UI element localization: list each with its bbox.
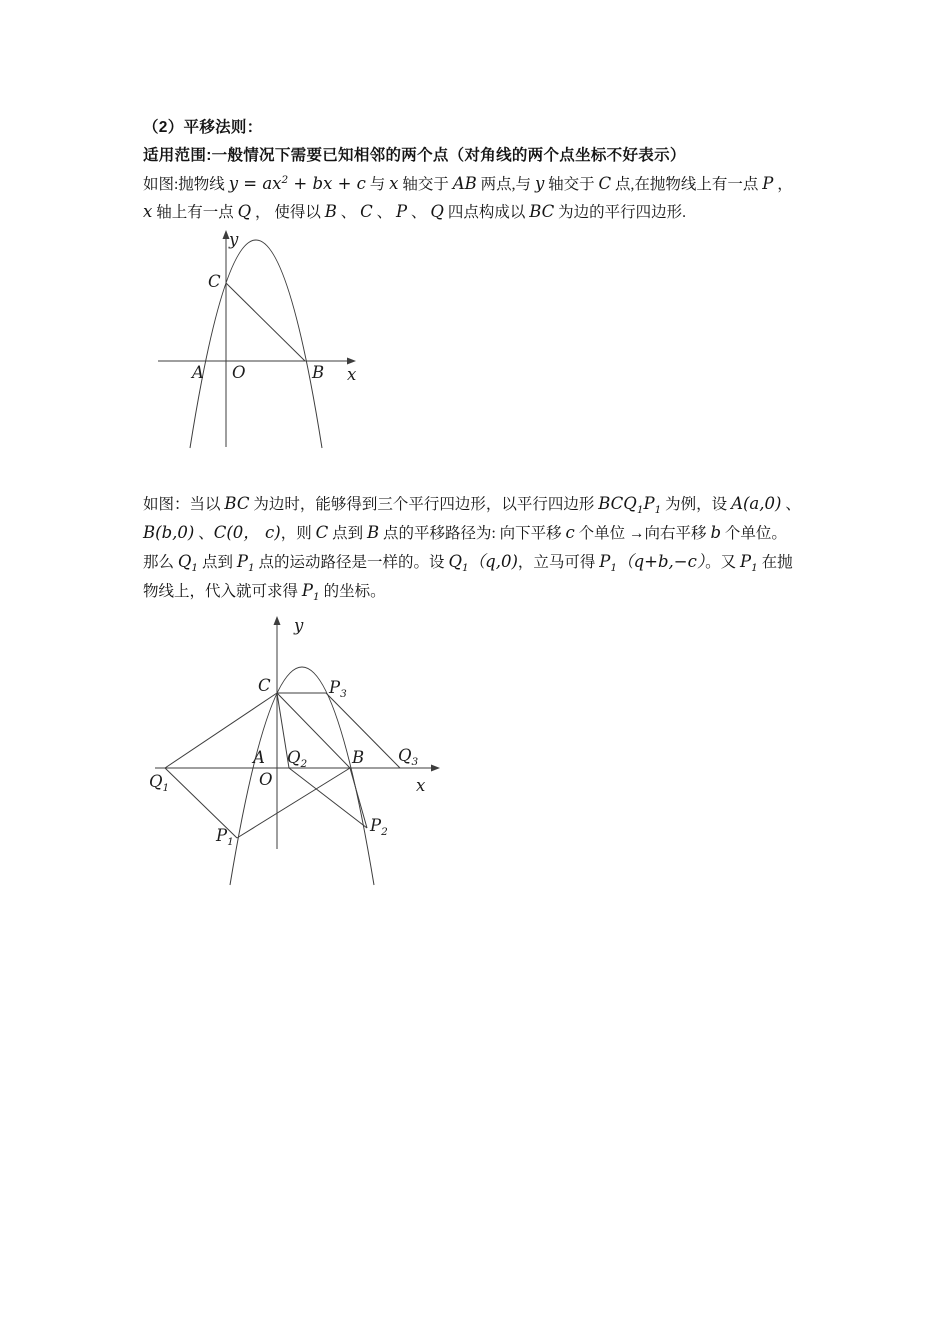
math-run: O bbox=[232, 363, 246, 382]
math-run: （q+b,−c） bbox=[617, 552, 706, 571]
fig2-label-O bbox=[259, 772, 273, 788]
math-run: B bbox=[324, 202, 337, 221]
fig2-label-A bbox=[253, 750, 265, 766]
text-run: 、 bbox=[407, 204, 431, 221]
math-run: 1 bbox=[247, 562, 255, 575]
math-run: b bbox=[710, 523, 721, 542]
math-run: 2 bbox=[381, 826, 388, 838]
math-run: Q bbox=[237, 202, 252, 221]
math-run: Q bbox=[149, 772, 163, 791]
text-run: 为边时，能够得到三个平行四边形，以平行四边形 bbox=[249, 496, 599, 513]
text-run: 与 bbox=[365, 176, 390, 193]
text-run: 为边的平行四边形. bbox=[554, 204, 687, 221]
math-run: y = ax bbox=[228, 174, 282, 193]
math-run: BC bbox=[224, 494, 250, 513]
x-axis-arrow-icon bbox=[431, 765, 440, 772]
math-run: P bbox=[301, 581, 313, 600]
math-run: 1 bbox=[162, 782, 170, 794]
math-run: P bbox=[740, 552, 752, 571]
math-run: B bbox=[366, 523, 380, 542]
math-run: x bbox=[416, 776, 426, 795]
math-run: y bbox=[294, 616, 304, 635]
text-run: 轴上有一点 bbox=[152, 204, 238, 221]
text-run: ， bbox=[773, 176, 793, 193]
fig1-label-A bbox=[192, 365, 204, 381]
math-run: A bbox=[192, 363, 204, 382]
math-run: P bbox=[396, 202, 408, 221]
math-run: P bbox=[216, 826, 228, 845]
math-run: A(a,0) bbox=[731, 494, 782, 513]
fig2-label-y bbox=[294, 618, 303, 634]
fig2-label-C bbox=[258, 678, 271, 694]
para2-line-1 bbox=[143, 489, 801, 518]
text-run: 如图:抛物线 bbox=[143, 176, 229, 193]
math-run: P bbox=[643, 494, 655, 513]
math-run: BCQ bbox=[598, 494, 637, 513]
text-run: ，则 bbox=[280, 525, 316, 542]
math-run: Q bbox=[448, 552, 462, 571]
math-run: c bbox=[565, 523, 575, 542]
fig2-label-Q3 bbox=[398, 746, 419, 768]
math-run: P bbox=[329, 678, 341, 697]
math-run: C bbox=[208, 272, 221, 291]
math-run: C bbox=[258, 676, 271, 695]
math-run: 3 bbox=[340, 688, 347, 700]
segment-CB bbox=[226, 283, 305, 361]
figure-2 bbox=[140, 612, 460, 892]
text-run: 如图：当以 bbox=[143, 496, 225, 513]
text-run: 点,在抛物线上有一点 bbox=[611, 176, 763, 193]
math-run: 1 bbox=[636, 504, 644, 517]
text-run: 、 bbox=[781, 496, 801, 513]
segment-P1B bbox=[237, 768, 350, 838]
y-axis-arrow-icon bbox=[274, 616, 281, 625]
para2-line-3 bbox=[143, 547, 801, 576]
text-run: 物线上，代入就可求得 bbox=[143, 583, 302, 600]
math-run: + bx + c bbox=[288, 174, 366, 193]
math-run: 2 bbox=[281, 173, 289, 186]
text-run: 点到 bbox=[328, 525, 367, 542]
text-run: ， 使得以 bbox=[251, 204, 325, 221]
fig2-label-P1 bbox=[216, 826, 234, 848]
fig2-label-Q2 bbox=[287, 748, 308, 770]
math-run: AB bbox=[452, 174, 477, 193]
text-run: 点到 bbox=[198, 554, 237, 571]
math-run: x bbox=[143, 202, 153, 221]
intro-text-block bbox=[143, 114, 793, 226]
text-run: 个单位 →向右平移 bbox=[574, 525, 711, 542]
text-run: 轴交于 bbox=[544, 176, 599, 193]
fig2-label-P3 bbox=[329, 678, 347, 700]
figure-1-canvas bbox=[140, 226, 400, 466]
heading-line-2: 适用范围:一般情况下需要已知相邻的两个点（对角线的两个点坐标不好表示） bbox=[143, 147, 686, 164]
math-run: x bbox=[347, 365, 357, 384]
fig2-label-x bbox=[416, 778, 425, 794]
para1-line-1 bbox=[143, 170, 793, 198]
text-run: 个单位。 bbox=[721, 525, 787, 542]
math-run: B bbox=[352, 748, 365, 767]
fig2-label-P2 bbox=[370, 816, 388, 838]
text-run: ，立马可得 bbox=[517, 554, 600, 571]
fig2-label-Q1 bbox=[149, 772, 170, 794]
para1-line-2 bbox=[143, 198, 793, 226]
para2-line-2 bbox=[143, 518, 801, 547]
math-run: P bbox=[370, 816, 382, 835]
math-run: O bbox=[259, 770, 273, 789]
math-run: y bbox=[229, 230, 239, 249]
math-run: 2 bbox=[300, 758, 308, 770]
math-run: 3 bbox=[411, 756, 419, 768]
math-run: BC bbox=[529, 202, 555, 221]
math-run: y bbox=[534, 174, 545, 193]
fig1-label-y bbox=[229, 232, 238, 248]
math-run: 1 bbox=[313, 591, 320, 604]
text-run: 两点,与 bbox=[476, 176, 535, 193]
text-run: 在抛 bbox=[757, 554, 793, 571]
math-run: P bbox=[236, 552, 248, 571]
text-run: 、 bbox=[194, 525, 214, 542]
math-run: B bbox=[312, 363, 325, 382]
text-run: 点的运动路径是一样的。设 bbox=[254, 554, 449, 571]
math-run: 1 bbox=[610, 562, 618, 575]
text-run: 、 bbox=[372, 204, 397, 221]
text-run: 点的平移路径为: 向下平移 bbox=[379, 525, 566, 542]
fig1-label-O bbox=[232, 365, 246, 381]
para2-line-4 bbox=[143, 576, 801, 605]
text-run: 四点构成以 bbox=[443, 204, 530, 221]
x-axis-arrow-icon bbox=[347, 358, 356, 365]
segment-BP2 bbox=[350, 768, 367, 828]
figure-1 bbox=[140, 226, 400, 466]
text-run: 那么 bbox=[143, 554, 178, 571]
math-run: C bbox=[360, 202, 373, 221]
fig1-label-C bbox=[208, 274, 221, 290]
text-run: 的坐标。 bbox=[319, 583, 386, 600]
math-run: A bbox=[253, 748, 265, 767]
math-run: 1 bbox=[191, 562, 199, 575]
math-run: P bbox=[599, 552, 611, 571]
fig2-label-B bbox=[352, 750, 364, 766]
fig1-label-B bbox=[312, 365, 324, 381]
math-run: Q bbox=[430, 202, 444, 221]
math-run: x bbox=[389, 174, 399, 193]
heading-line-1: （2）平移法则： bbox=[143, 119, 263, 136]
math-run: 1 bbox=[751, 562, 758, 575]
math-run: 1 bbox=[227, 836, 234, 848]
math-run: C bbox=[315, 523, 329, 542]
math-run: Q bbox=[398, 746, 412, 765]
math-run: 1 bbox=[461, 562, 469, 575]
text-run: 为例，设 bbox=[661, 496, 732, 513]
math-run: （q,0) bbox=[468, 552, 518, 571]
math-run: B(b,0) bbox=[143, 523, 195, 542]
text-run: 轴交于 bbox=[398, 176, 453, 193]
math-run: C bbox=[598, 174, 612, 193]
math-run: P bbox=[762, 174, 774, 193]
math-run: C(0， c) bbox=[213, 523, 281, 542]
math-run: Q bbox=[287, 748, 301, 767]
text-run: 、 bbox=[336, 204, 361, 221]
math-run: 1 bbox=[654, 504, 662, 517]
math-run: Q bbox=[177, 552, 192, 571]
fig1-label-x bbox=[347, 367, 356, 383]
text-run: 。又 bbox=[705, 554, 740, 571]
explanation-text-block bbox=[143, 489, 801, 605]
